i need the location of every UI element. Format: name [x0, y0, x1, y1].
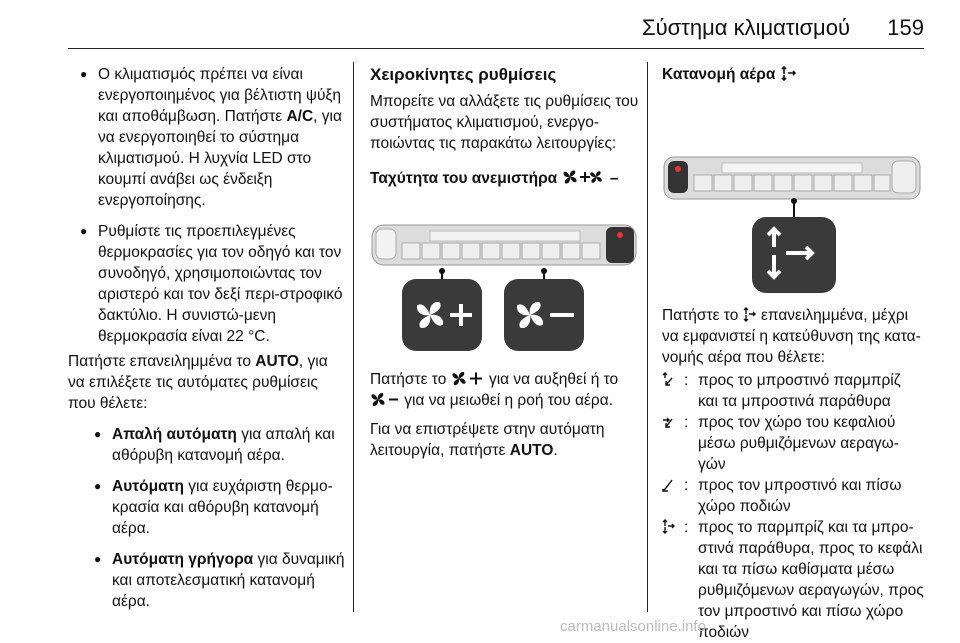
page-header	[0, 0, 960, 52]
air-distribution-icon	[780, 65, 798, 81]
paragraph: Πατήστε το για να αυξηθεί ή το για να μειωθεί η ροή του αέρα.	[370, 371, 619, 409]
ac-key-label: A/C	[286, 108, 314, 125]
paragraph: Πατήστε το επανειλημμένα, μέχρι να εμφανιστεί η κατεύθυνση της κατα-νομής αέρα που θέλετε:	[662, 307, 921, 366]
list-item: : προς τον χώρο του κεφαλιού μέσω ρυθμιζόμενων αεραγω-γών	[662, 412, 924, 475]
column-2	[370, 64, 640, 461]
fan-plus-icon	[451, 371, 485, 386]
list-item: ● Αυτόματη γρήγορα για δυναμική και αποτελεσματική κατανομή αέρα.	[68, 549, 346, 612]
air-distribution-heading: Κατανομή αέρα	[662, 64, 924, 85]
column-divider	[647, 62, 648, 612]
head-air-icon	[662, 412, 684, 475]
list-item: ● Αυτόματη για ευχάριστη θερμο-κρασία και αθόρυβη κατανομή αέρα.	[68, 476, 346, 539]
fan-plus-minus-icon	[562, 169, 606, 185]
fan-speed-heading: Ταχύτητα του ανεμιστήρα –	[370, 170, 619, 187]
column-3	[662, 64, 924, 643]
header-rule	[68, 48, 924, 49]
windscreen-air-icon	[662, 370, 684, 412]
list-item: : προς το μπροστινό παρμπρίζ και τα μπροστινά παράθυρα	[662, 370, 924, 412]
page-title: Σύστημα κλιματισμού	[641, 15, 850, 40]
column-divider	[353, 62, 354, 612]
air-distribution-illustration	[662, 117, 924, 297]
list-item: ● Ρυθμίστε τις προεπιλεγμένες θερμοκρασίες για τον οδηγό και τον συνοδηγό, χρησιμοποιώντας τον αριστερό και τον δεξί περι-στροφικό δακτύλιο. Η συνιστώ-μενη θερμοκρασία είναι 22 °C.	[68, 221, 346, 347]
minus-icon: –	[609, 170, 619, 187]
paragraph: Πατήστε επανειλημμένα το AUTO, για να επιλέξετε τις αυτόματες ρυθμίσεις που θέλετε:	[68, 353, 328, 412]
list-item: : προς τον μπροστινό και πίσω χώρο ποδιών	[662, 475, 924, 517]
section-heading: Χειροκίνητες ρυθμίσεις	[370, 65, 557, 84]
column-1	[68, 64, 346, 612]
air-distribution-icon	[743, 307, 757, 322]
paragraph: Για να επιστρέψετε στην αυτόματη λειτουργία, πατήστε AUTO.	[370, 421, 605, 459]
list-item: : προς το παρμπρίζ και τα μπρο-στινά παράθυρα, προς το κεφάλι και τα πίσω καθίσματα μέσω ρυθμιζόμενων αεραγωγών, προς τον μπροστινό και πίσω χώρο ποδιών	[662, 517, 924, 643]
page-number: 159	[887, 15, 924, 40]
footwell-air-icon	[662, 475, 684, 517]
auto-key-label: AUTO	[255, 353, 299, 370]
auto-key-label: AUTO	[509, 442, 554, 459]
paragraph: Μπορείτε να αλλάξετε τις ρυθμίσεις του συστήματος κλιματισμού, ενεργο-ποιώντας τις παρακάτω λειτουργίες:	[370, 93, 639, 152]
watermark: carmanualsonline.info	[560, 618, 706, 635]
list-item: ● Απαλή αυτόματη για απαλή και αθόρυβη κατανομή αέρα.	[68, 424, 346, 466]
list-item: ● Ο κλιματισμός πρέπει να είναι ενεργοποιημένος για βέλτιστη ψύξη και αποθάμβωση. Πατήστε A/C, για να ενεργοποιηθεί το σύστημα κλιματισμού. Η λυχνία LED στο κουμπί ανάβει ως ένδειξη ενεργοποίησης.	[68, 64, 346, 211]
fan-minus-icon	[370, 392, 400, 407]
fan-speed-illustration	[370, 213, 640, 363]
